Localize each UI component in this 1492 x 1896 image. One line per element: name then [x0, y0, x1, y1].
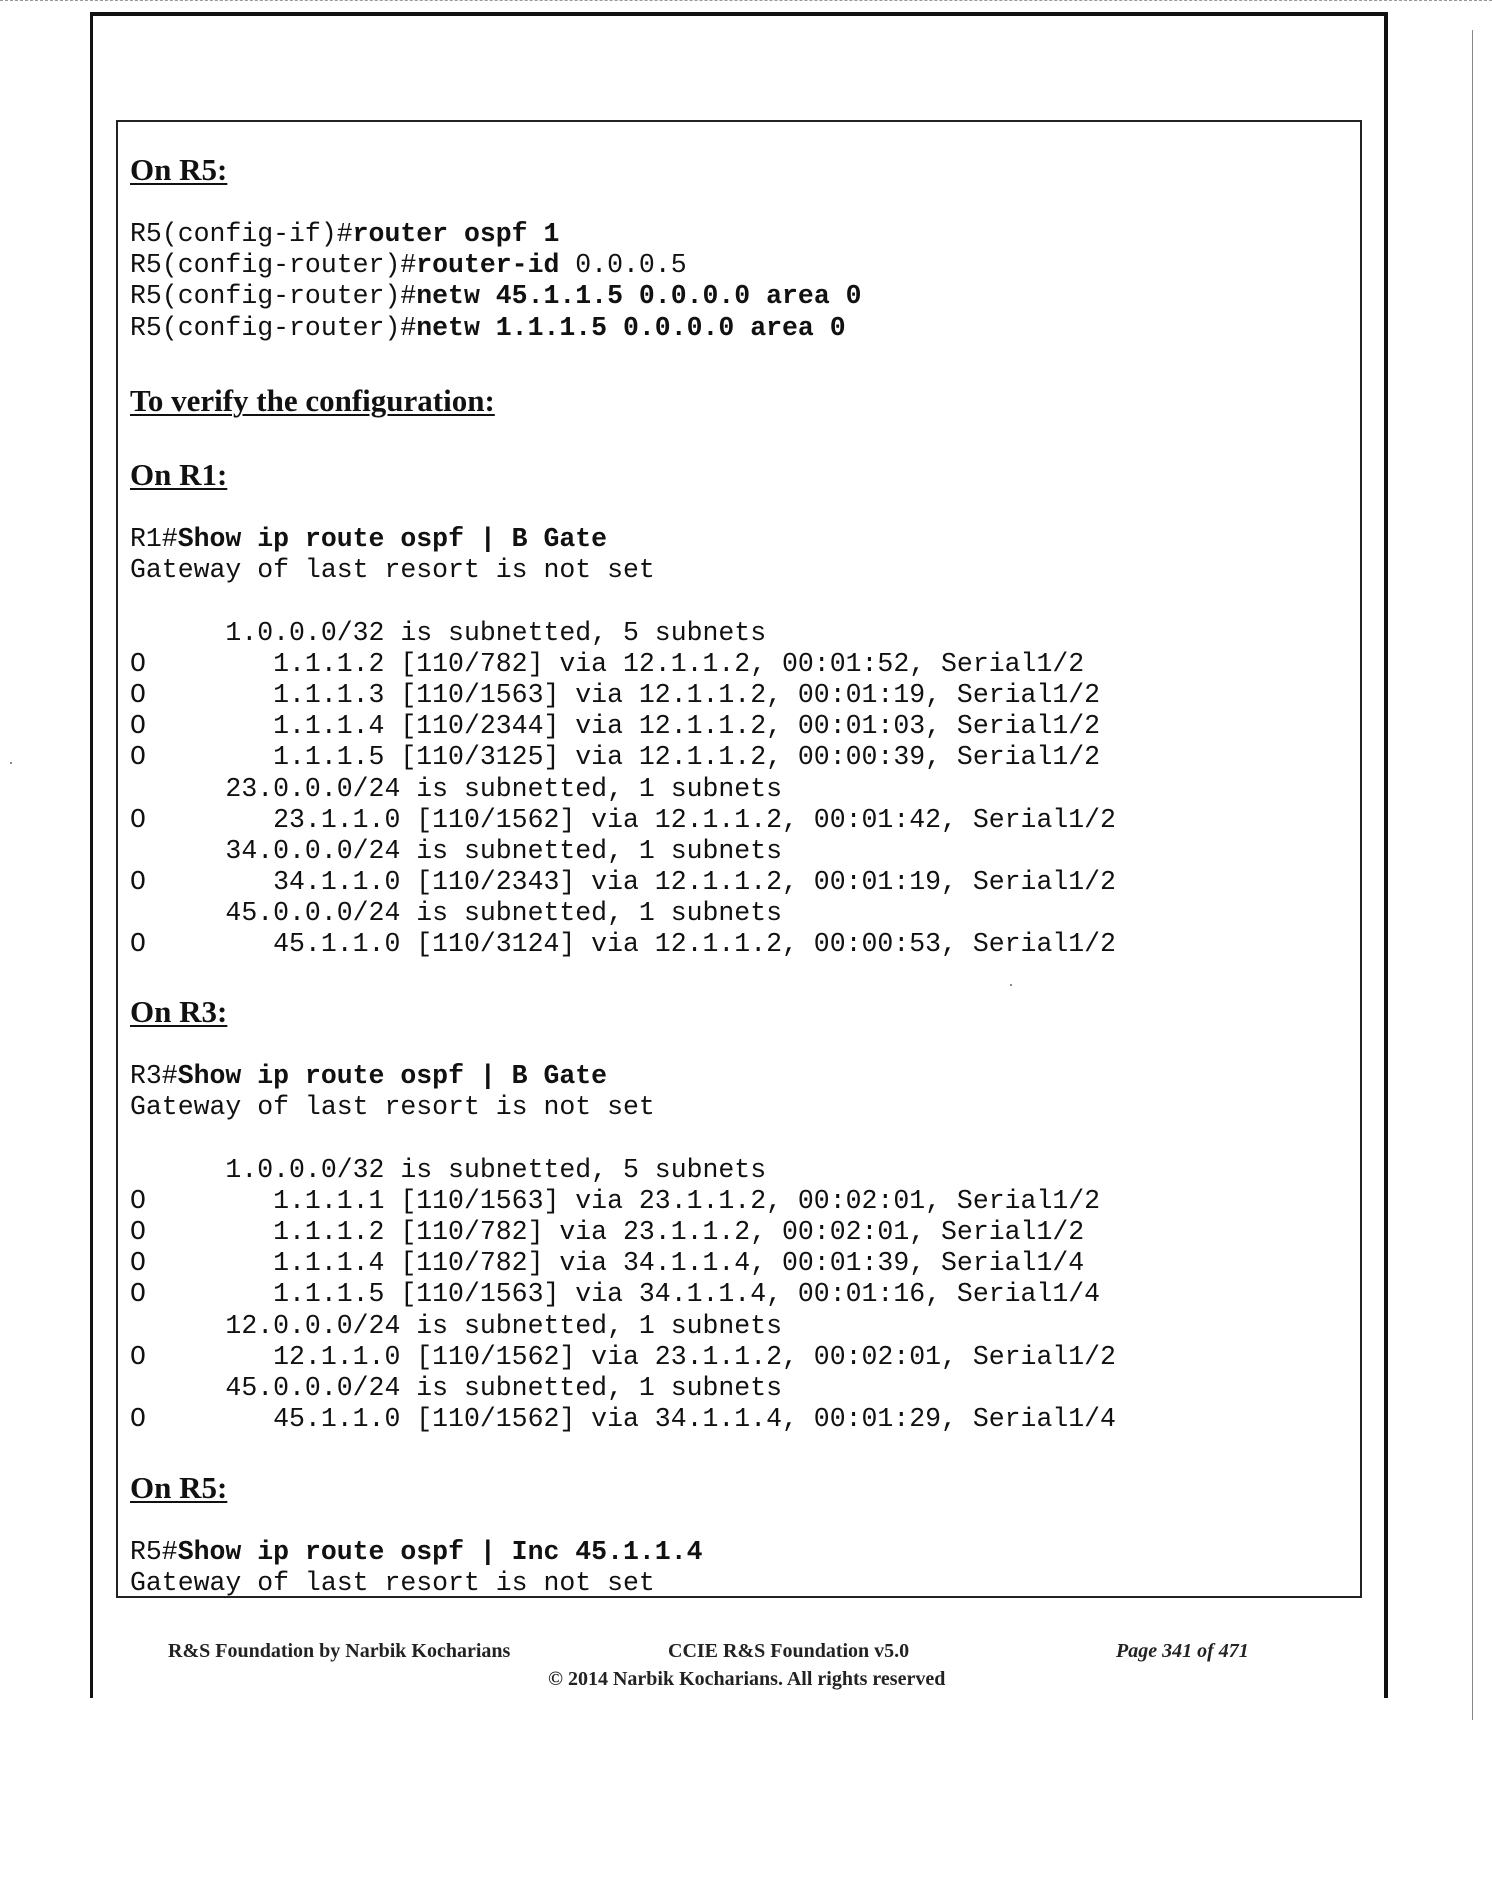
code-command: router-id — [416, 250, 560, 281]
code-line — [130, 281, 862, 312]
code-line — [130, 680, 1116, 711]
code-text: R5(config-router)# — [130, 250, 417, 281]
code-text: 1.0.0.0/32 is subnetted, 5 subnets — [130, 1154, 767, 1185]
code-command: Show ip route ospf | Inc 45.1.1.4 — [177, 1537, 703, 1567]
section-heading-r1: On R1: — [130, 457, 228, 492]
code-line — [130, 1537, 703, 1568]
code-text: R5(config-router)# — [130, 312, 417, 343]
code-text: 23.0.0.0/24 is subnetted, 1 subnets — [130, 773, 783, 804]
code-block-r5-config — [130, 219, 862, 344]
footer-copyright: © 2014 Narbik Kocharians. All rights reserved — [548, 1668, 946, 1690]
page-edge-right — [1472, 30, 1473, 1720]
code-line — [130, 555, 1116, 586]
scan-speck — [10, 762, 12, 764]
code-text: O 23.1.1.0 [110/1562] via 12.1.1.2, 00:01:42, Serial1/2 — [130, 804, 1116, 835]
code-line — [130, 836, 1116, 867]
code-line — [130, 929, 1116, 960]
code-line — [130, 586, 1116, 617]
code-line — [130, 867, 1116, 898]
code-text: 1.0.0.0/32 is subnetted, 5 subnets — [130, 617, 767, 648]
code-text: 34.0.0.0/24 is subnetted, 1 subnets — [130, 835, 783, 866]
code-text: 0.0.0.5 — [559, 250, 687, 281]
code-text: Gateway of last resort is not set — [130, 555, 655, 586]
code-line — [130, 1279, 1116, 1310]
code-text: R5# — [130, 1537, 178, 1567]
code-text: O 45.1.1.0 [110/1562] via 34.1.1.4, 00:01:29, Serial1/4 — [130, 1404, 1116, 1435]
code-text: O 1.1.1.2 [110/782] via 12.1.1.2, 00:01:52, Serial1/2 — [130, 648, 1085, 679]
section-heading-r5-config: On R5: — [130, 152, 228, 187]
outer-frame-left — [90, 12, 93, 1698]
section-heading-r5-verify: On R5: — [130, 1470, 228, 1505]
code-line — [130, 524, 1116, 555]
code-text: Gateway of last resort is not set — [130, 1568, 655, 1599]
code-block-r5-verify — [130, 1537, 703, 1599]
code-command: Show ip route ospf | B Gate — [177, 1061, 608, 1091]
code-command: router ospf 1 — [352, 219, 560, 249]
code-line — [130, 1373, 1116, 1404]
section-heading-r3: On R3: — [130, 994, 228, 1029]
code-command: Show ip route ospf | B Gate — [177, 524, 608, 554]
code-block-r1 — [130, 524, 1116, 961]
code-line — [130, 1061, 1116, 1092]
code-text: O 12.1.1.0 [110/1562] via 23.1.1.2, 00:02:01, Serial1/2 — [130, 1341, 1116, 1372]
code-line — [130, 742, 1116, 773]
code-line — [130, 1092, 1116, 1123]
code-line — [130, 1217, 1116, 1248]
code-line — [130, 898, 1116, 929]
footer-page-number: Page 341 of 471 — [1116, 1640, 1249, 1662]
code-text: O 1.1.1.1 [110/1563] via 23.1.1.2, 00:02:01, Serial1/2 — [130, 1185, 1101, 1216]
code-text: R5(config-router)# — [130, 281, 417, 312]
scan-top-edge — [0, 0, 1492, 7]
footer-title: CCIE R&S Foundation v5.0 — [668, 1640, 910, 1662]
code-text: R5(config-if)# — [130, 219, 353, 249]
footer-author: R&S Foundation by Narbik Kocharians — [168, 1640, 511, 1662]
code-text: 45.0.0.0/24 is subnetted, 1 subnets — [130, 898, 783, 929]
code-text: O 1.1.1.5 [110/1563] via 34.1.1.4, 00:01:16, Serial1/4 — [130, 1279, 1101, 1310]
code-line — [130, 1248, 1116, 1279]
code-block-r3 — [130, 1061, 1116, 1435]
code-text: O 45.1.1.0 [110/3124] via 12.1.1.2, 00:00:53, Serial1/2 — [130, 929, 1116, 960]
outer-frame-top — [90, 12, 1388, 16]
code-line — [130, 805, 1116, 836]
code-text: R1# — [130, 524, 178, 554]
code-text: 12.0.0.0/24 is subnetted, 1 subnets — [130, 1310, 783, 1341]
code-line — [130, 1404, 1116, 1435]
code-command: netw 1.1.1.5 0.0.0.0 area 0 — [416, 312, 846, 343]
code-text: O 1.1.1.3 [110/1563] via 12.1.1.2, 00:01:19, Serial1/2 — [130, 679, 1101, 710]
code-line — [130, 618, 1116, 649]
code-text: O 34.1.1.0 [110/2343] via 12.1.1.2, 00:01:19, Serial1/2 — [130, 867, 1116, 898]
code-line — [130, 1342, 1116, 1373]
code-text: O 1.1.1.4 [110/2344] via 12.1.1.2, 00:01:03, Serial1/2 — [130, 711, 1101, 742]
code-line — [130, 219, 862, 250]
code-text: Gateway of last resort is not set — [130, 1092, 655, 1123]
code-command: netw 45.1.1.5 0.0.0.0 area 0 — [416, 281, 862, 312]
code-line — [130, 711, 1116, 742]
code-line — [130, 1311, 1116, 1342]
code-text: R3# — [130, 1061, 178, 1091]
code-line — [130, 774, 1116, 805]
code-text: O 1.1.1.2 [110/782] via 23.1.1.2, 00:02:01, Serial1/2 — [130, 1216, 1085, 1247]
outer-frame-right — [1384, 12, 1388, 1698]
code-line — [130, 1155, 1116, 1186]
code-line — [130, 1123, 1116, 1154]
code-text: 45.0.0.0/24 is subnetted, 1 subnets — [130, 1372, 783, 1403]
section-heading-verify: To verify the configuration: — [130, 383, 495, 418]
code-text: O 1.1.1.4 [110/782] via 34.1.1.4, 00:01:39, Serial1/4 — [130, 1248, 1085, 1279]
page-footer — [160, 1640, 1290, 1700]
code-line — [130, 1186, 1116, 1217]
code-line — [130, 313, 862, 344]
code-text: O 1.1.1.5 [110/3125] via 12.1.1.2, 00:00:39, Serial1/2 — [130, 742, 1101, 773]
code-line — [130, 649, 1116, 680]
code-line — [130, 1568, 703, 1599]
code-line — [130, 250, 862, 281]
